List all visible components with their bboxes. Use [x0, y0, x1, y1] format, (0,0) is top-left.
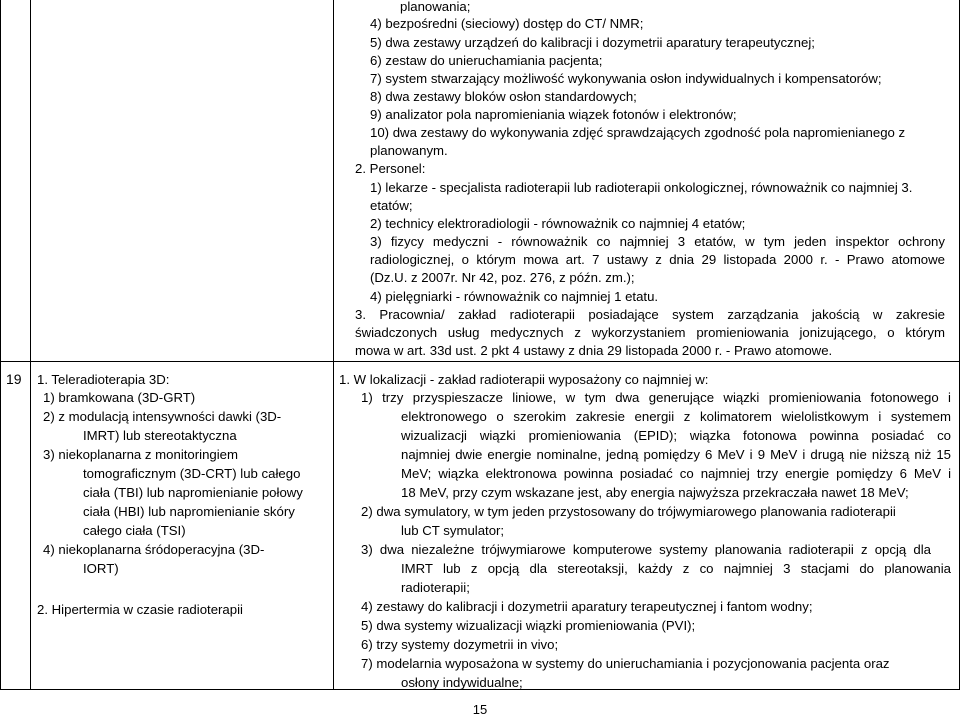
page-number: 15 [472, 702, 488, 717]
text-line: świadczonych usług medycznych z wykorzystaniem promieniowania jonizującego, o którym [355, 325, 945, 340]
text-line: 4) zestawy do kalibracji i dozymetrii aparatury terapeutycznej i fantom wodny; [361, 599, 813, 614]
text-line: 4) niekoplanarna śródoperacyjna (3D- [43, 542, 265, 557]
text-line: 5) dwa systemy wizualizacji wiązki promieniowania (PVI); [361, 618, 696, 633]
text-line: elektronowego o szerokim zakresie energii z kolimatorem wielolistkowym i systemem [401, 409, 951, 424]
text-line: 7) modelarnia wyposażona w systemy do unieruchamiania i pozycjonowania pacjenta oraz [361, 656, 890, 671]
text-line: 18 MeV, przy czym wskazane jest, aby energia najwyższa przekraczała nawet 18 MeV; [401, 485, 909, 500]
text-line: IMRT lub z opcją dla stereotaksji, każdy z co najmniej 3 stacjami do planowania [401, 561, 951, 576]
text-line: lub CT symulator; [401, 523, 505, 538]
text-line: IORT) [83, 561, 119, 576]
text-line: 4) pielęgniarki - równoważnik co najmniej 1 etatu. [370, 289, 659, 304]
text-line: 6) trzy systemy dozymetrii in vivo; [361, 637, 559, 652]
text-line: 1) bramkowana (3D-GRT) [43, 390, 196, 405]
text-line: osłony indywidualne; [401, 675, 523, 690]
text-line: 4) bezpośredni (sieciowy) dostęp do CT/ NMR; [370, 16, 644, 31]
text-line: (Dz.U. z 2007r. Nr 42, poz. 276, z późn. zm.); [370, 270, 635, 285]
text-line: planowanym. [370, 143, 448, 158]
text-line: najmniej dwie energie nominalne, jedną pomiędzy 6 MeV i 9 MeV i drugą nie niższą niż 15 [401, 447, 951, 462]
text-line: 1. W lokalizacji - zakład radioterapii wyposażony co najmniej w: [339, 372, 709, 387]
text-line: etatów; [370, 198, 413, 213]
row-number: 19 [6, 371, 22, 387]
text-line: całego ciała (TSI) [83, 523, 186, 538]
text-line: ciała (HBI) lub napromienianie skóry [83, 504, 295, 519]
row-divider [0, 361, 960, 362]
table-col-divider-1 [30, 0, 31, 690]
text-line: 3. Pracownia/ zakład radioterapii posiadające system zarządzania jakością w zakresie [355, 307, 945, 322]
text-line: 10) dwa zestawy do wykonywania zdjęć sprawdzających zgodność pola napromienianego z [370, 125, 906, 140]
text-line: 3) dwa niezależne trójwymiarowe komputerowe systemy planowania radioterapii z opcją dla [361, 542, 931, 557]
text-line: 1) trzy przyspieszacze liniowe, w tym dwa generujące wiązki promieniowania fotonowego i [361, 390, 951, 405]
text-line: 3) fizycy medyczni - równoważnik co najmniej 3 etatów, w tym jeden inspektor ochrony [370, 234, 945, 249]
text-line: tomograficznym (3D-CRT) lub całego [83, 466, 301, 481]
text-line: 2) technicy elektroradiologii - równoważnik co najmniej 4 etatów; [370, 216, 746, 231]
text-line: ciała (TBI) lub napromienianie połowy [83, 485, 303, 500]
text-line: 8) dwa zestawy bloków osłon standardowych; [370, 89, 637, 104]
text-line: 2. Personel: [355, 161, 426, 176]
text-line: planowania; [400, 0, 471, 14]
text-line: 1) lekarze - specjalista radioterapii lub radioterapii onkologicznej, równoważnik co najmniej 3. [370, 180, 913, 195]
text-line: mowa w art. 33d ust. 2 pkt 4 ustawy z dnia 29 listopada 2000 r. - Prawo atomowe. [355, 343, 833, 358]
text-line: 7) system stwarzający możliwość wykonywania osłon indywidualnych i kompensatorów; [370, 71, 882, 86]
text-line: wizualizacji wiązki promieniowania (EPID); wiązka fotonowa powinna posiadać co [401, 428, 951, 443]
text-line: 2) dwa symulatory, w tym jeden przystosowany do trójwymiarowego planowania radioterapii [361, 504, 896, 519]
table-left-border [0, 0, 1, 690]
text-line: radioterapii; [401, 580, 470, 595]
table-col-divider-2 [333, 0, 334, 690]
text-line: 2) z modulacją intensywności dawki (3D- [43, 409, 282, 424]
text-line: 1. Teleradioterapia 3D: [37, 372, 170, 387]
text-line: 5) dwa zestawy urządzeń do kalibracji i dozymetrii aparatury terapeutycznej; [370, 35, 815, 50]
text-line: radiologicznej, o którym mowa art. 7 ustawy z dnia 29 listopada 2000 r. - Prawo atomowe [370, 252, 945, 267]
text-line: MeV; wiązka elektronowa powinna posiadać co najmniej trzy energie pomiędzy 6 MeV i [401, 466, 951, 481]
text-line: 2. Hipertermia w czasie radioterapii [37, 602, 243, 617]
text-line: 6) zestaw do unieruchamiania pacjenta; [370, 53, 603, 68]
text-line: 9) analizator pola napromieniania wiązek fotonów i elektronów; [370, 107, 737, 122]
text-line: 3) niekoplanarna z monitoringiem [43, 447, 238, 462]
text-line: IMRT) lub stereotaktyczna [83, 428, 237, 443]
